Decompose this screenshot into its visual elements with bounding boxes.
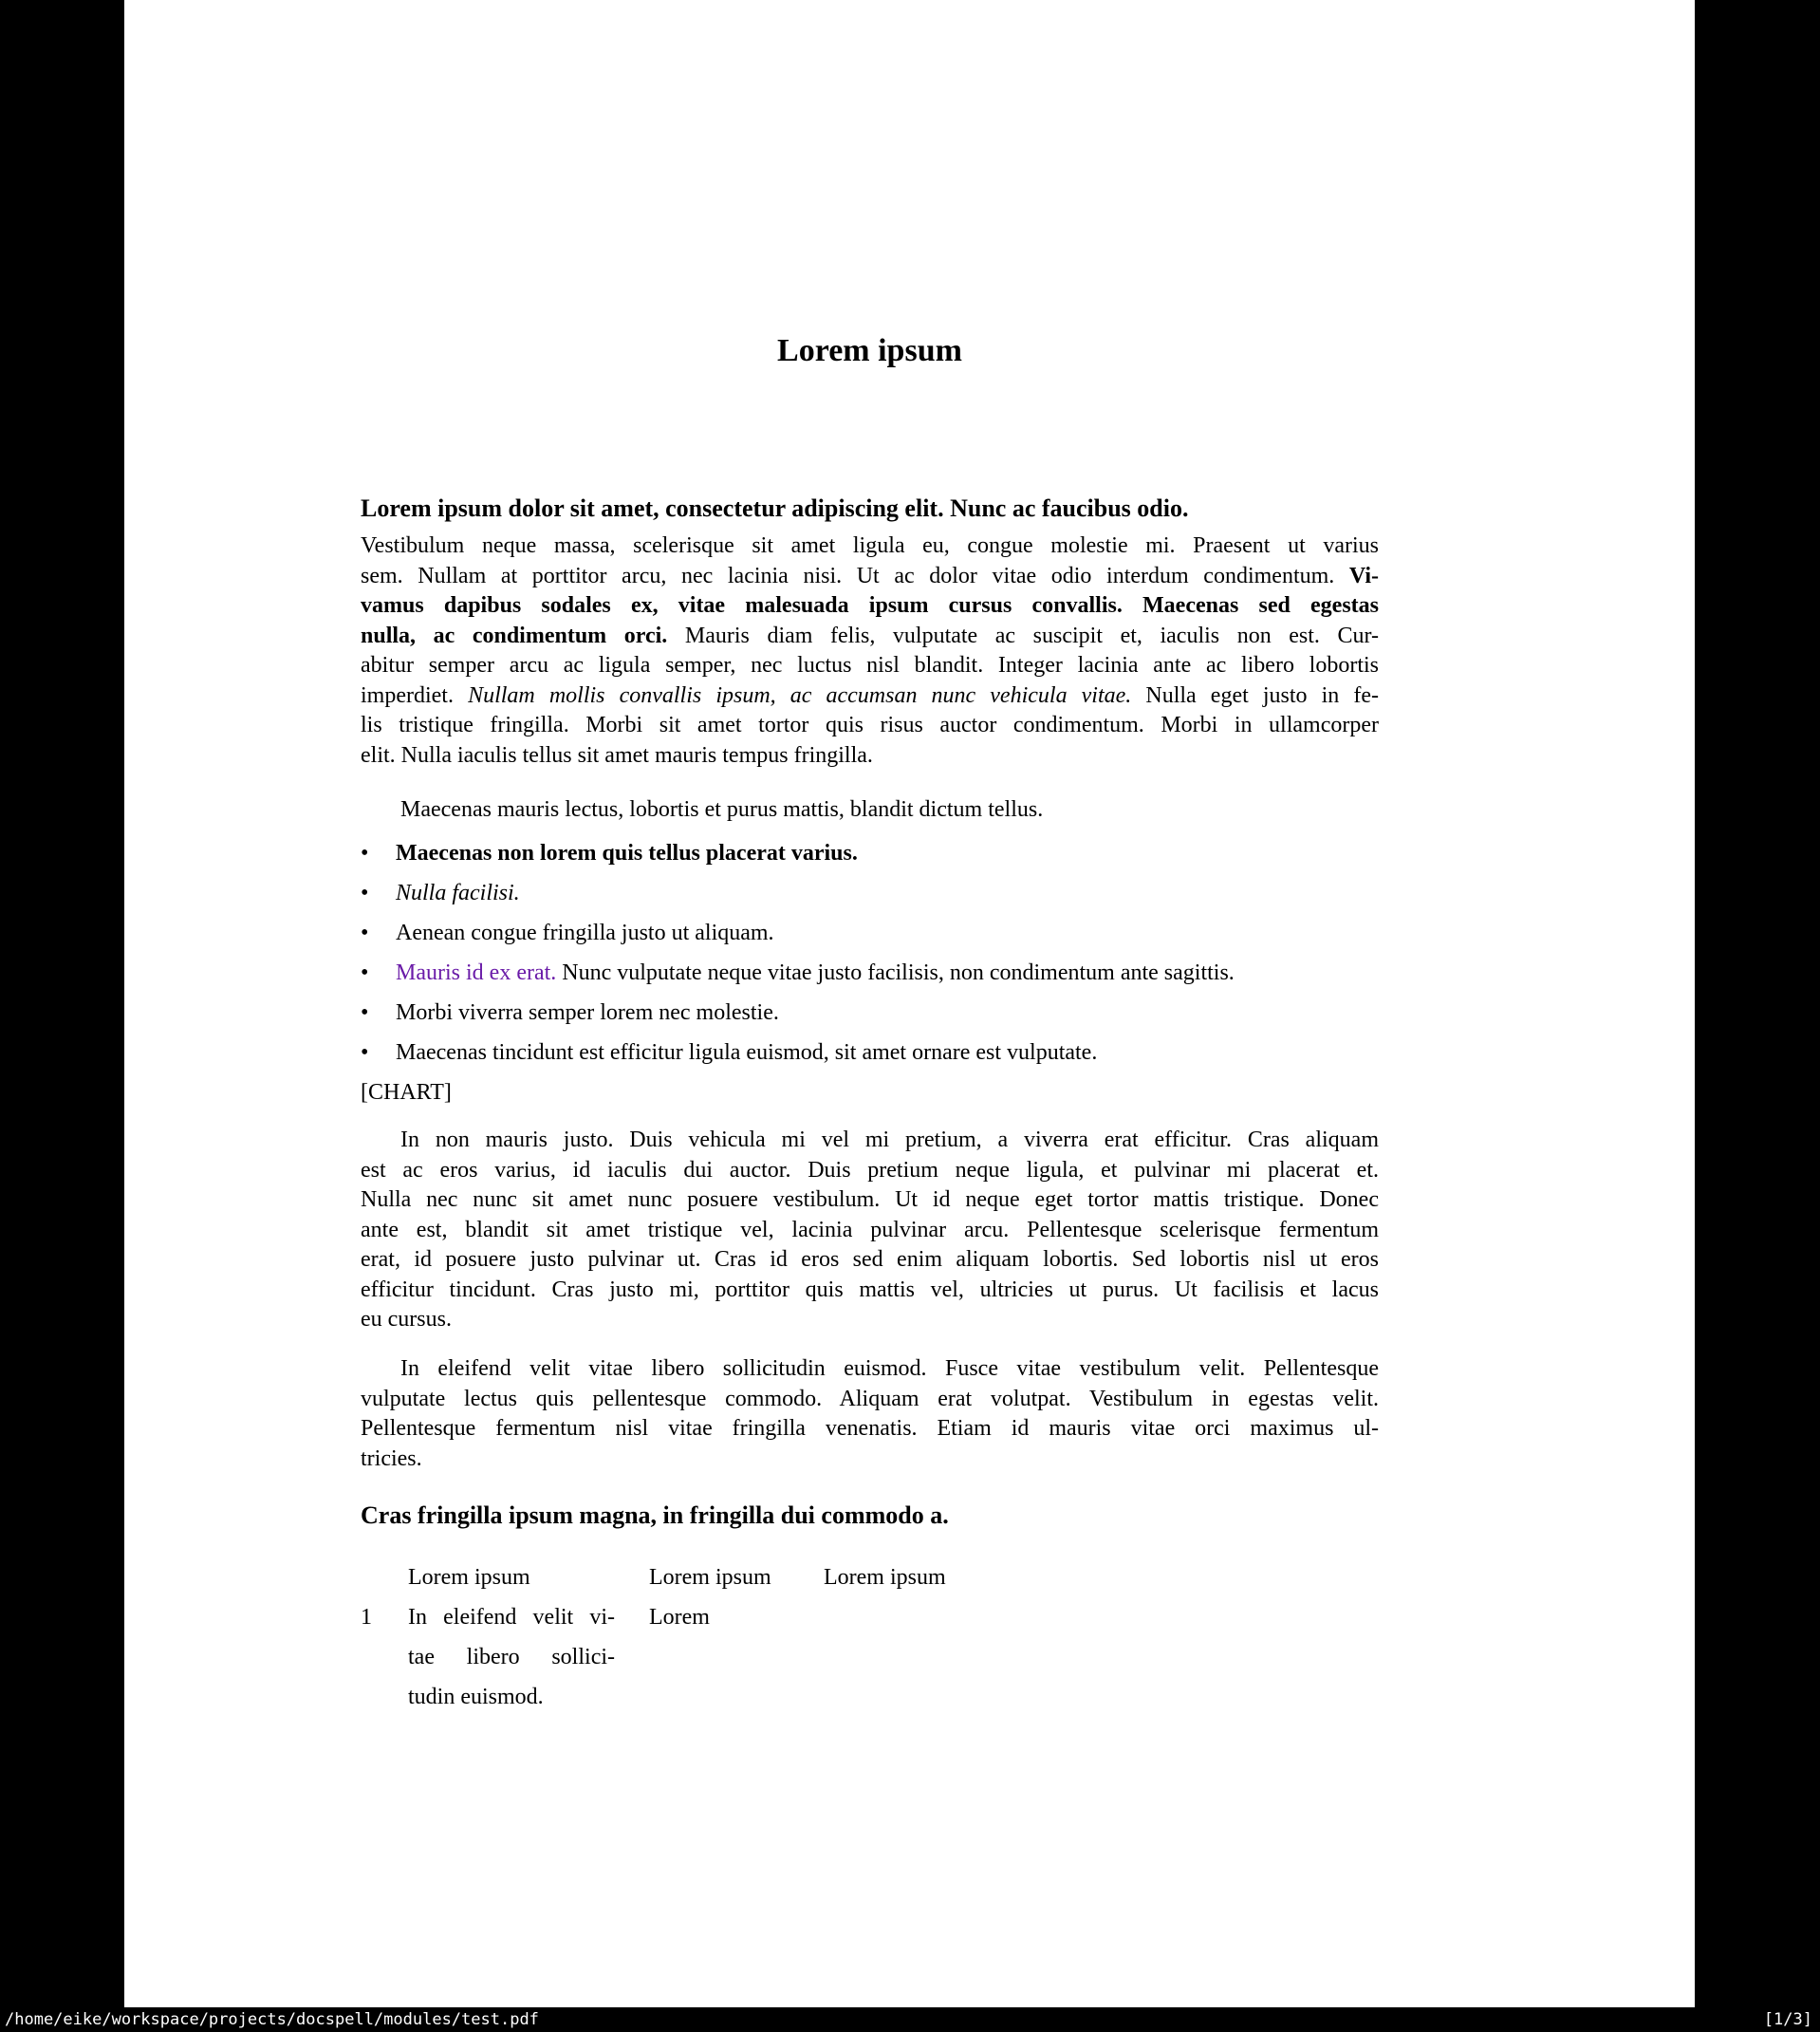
text-segment: erat, id posuere justo pulvinar ut. Cras id eros sed enim aliquam lobortis. Sed lobortis nisl ut eros — [361, 1247, 1379, 1272]
document-title: Lorem ipsum — [777, 333, 962, 368]
text-line — [408, 1677, 615, 1717]
bullet-list-item — [361, 1038, 1379, 1069]
table-row — [361, 1597, 1379, 1717]
text-segment: est ac eros varius, id iaculis dui auctor. Duis pretium neque ligula, et pulvinar mi placerat et. — [361, 1157, 1379, 1183]
text-segment: Nunc vulputate neque vitae justo facilisis, non condimentum ante sagittis. — [556, 960, 1235, 985]
text-line — [361, 1216, 1379, 1246]
text-segment: Nulla nec nunc sit amet nunc posuere vestibulum. Ut id neque eget tortor mattis tristique. Donec — [361, 1187, 1379, 1212]
text-segment: elit. Nulla iaculis tellus sit amet mauris tempus fringilla. — [361, 742, 873, 768]
table-row-number: 1 — [361, 1605, 372, 1630]
paragraph-1 — [361, 531, 1379, 771]
text-segment: In non mauris justo. Duis vehicula mi vel mi pretium, a viverra erat efficitur. Cras aliquam — [400, 1128, 1379, 1152]
bullet-list-item — [361, 959, 1379, 989]
chart-placeholder: [CHART] — [361, 1080, 452, 1105]
text-segment: tricies. — [361, 1445, 422, 1471]
bullet-icon: • — [361, 1040, 369, 1065]
text-line — [361, 1126, 1379, 1156]
text-line — [361, 562, 1379, 592]
text-line — [361, 1445, 1379, 1475]
text-segment: Pellentesque fermentum nisl vitae fringilla venenatis. Etiam id mauris vitae orci maximus ul- — [361, 1416, 1379, 1441]
indented-paragraph — [361, 795, 1379, 826]
text-segment: abitur semper arcu ac ligula semper, nec luctus nisl blandit. Integer lacinia ante ac libero lobortis — [361, 653, 1379, 678]
text-line — [361, 1185, 1379, 1216]
text-segment: In eleifend velit vi- — [408, 1605, 615, 1630]
table-header-col2: Lorem ipsum — [649, 1565, 771, 1590]
text-line — [361, 1156, 1379, 1186]
bullet-list-item — [361, 839, 1379, 869]
table-header-col1: Lorem ipsum — [408, 1565, 530, 1590]
table-cell-col1 — [408, 1597, 615, 1717]
text-segment: Aenean congue fringilla justo ut aliquam. — [396, 921, 774, 945]
text-segment: Maecenas non lorem quis tellus placerat varius. — [396, 841, 858, 866]
text-line — [361, 531, 1379, 562]
bullet-list-item — [361, 879, 1379, 909]
text-segment: Nulla eget justo in fe- — [1131, 682, 1379, 708]
table-header-row — [361, 1557, 1379, 1597]
text-segment: eu cursus. — [361, 1307, 452, 1332]
text-segment: In eleifend velit vitae libero sollicitudin euismod. Fusce vitae vestibulum velit. Pellentesque — [400, 1356, 1379, 1381]
section-heading-1: Lorem ipsum dolor sit amet, consectetur adipiscing elit. Nunc ac faucibus odio. — [361, 494, 1189, 522]
text-segment: tae libero sollici- — [408, 1645, 615, 1669]
paragraph-2 — [361, 1126, 1379, 1335]
bullet-list — [361, 839, 1379, 1078]
bullet-text — [396, 919, 1379, 949]
text-line — [361, 622, 1379, 652]
pdf-hyperlink[interactable]: Mauris id ex erat. — [396, 960, 557, 985]
text-line — [361, 651, 1379, 681]
table-cell-col2: Lorem — [649, 1605, 710, 1630]
text-line — [361, 1414, 1379, 1445]
text-segment: Nullam mollis convallis ipsum, ac accumsan nunc vehicula vitae. — [468, 682, 1132, 708]
bullet-text — [396, 839, 1379, 869]
statusbar-file-path: /home/eike/workspace/projects/docspell/modules/test.pdf — [5, 2010, 539, 2029]
text-segment: Maecenas tincidunt est efficitur ligula euismod, sit amet ornare est vulputate. — [396, 1040, 1098, 1065]
bullet-icon: • — [361, 960, 369, 985]
text-segment: Nulla facilisi. — [396, 881, 520, 905]
text-line — [361, 1354, 1379, 1385]
text-line — [361, 681, 1379, 712]
bullet-icon: • — [361, 921, 369, 945]
bullet-text — [396, 998, 1379, 1029]
text-segment: vulputate lectus quis pellentesque commodo. Aliquam erat volutpat. Vestibulum in egestas velit. — [361, 1386, 1379, 1411]
bullet-icon: • — [361, 841, 369, 866]
text-segment: tudin euismod. — [408, 1685, 544, 1709]
paragraph-3 — [361, 1354, 1379, 1474]
bullet-icon: • — [361, 881, 369, 905]
bullet-text — [396, 1038, 1379, 1069]
statusbar-page-indicator: [1/3] — [1763, 2010, 1812, 2029]
text-line — [361, 741, 1379, 772]
text-segment: sem. Nullam at porttitor arcu, nec lacinia nisi. Ut ac dolor vitae odio interdum condimentum. — [361, 563, 1349, 588]
bullet-text — [396, 959, 1379, 989]
text-line — [361, 1305, 1379, 1335]
text-line — [361, 591, 1379, 622]
bullet-list-item — [361, 998, 1379, 1029]
bullet-icon: • — [361, 1000, 369, 1025]
text-segment: Morbi viverra semper lorem nec molestie. — [396, 1000, 779, 1025]
statusbar — [0, 2007, 1820, 2032]
text-segment: nulla, ac condimentum orci. — [361, 623, 668, 648]
text-line — [408, 1637, 615, 1677]
text-segment: ante est, blandit sit amet tristique vel, lacinia pulvinar arcu. Pellentesque scelerisque fermentum — [361, 1217, 1379, 1242]
text-segment: Vestibulum neque massa, scelerisque sit amet ligula eu, congue molestie mi. Praesent ut varius — [361, 533, 1379, 558]
section-heading-2: Cras fringilla ipsum magna, in fringilla dui commodo a. — [361, 1501, 949, 1529]
text-line — [361, 1385, 1379, 1415]
text-line — [408, 1597, 615, 1637]
text-segment: Mauris diam felis, vulputate ac suscipit et, iaculis non est. Cur- — [667, 623, 1380, 648]
text-segment: Vi- — [1348, 563, 1379, 588]
text-segment: lis tristique fringilla. Morbi sit amet tortor quis risus auctor condimentum. Morbi in ullamcorper — [361, 713, 1379, 737]
text-segment: imperdiet. — [361, 682, 469, 708]
text-segment: vamus dapibus sodales ex, vitae malesuada ipsum cursus convallis. Maecenas sed egestas — [361, 593, 1379, 618]
pdf-page[interactable] — [124, 0, 1695, 2007]
text-line — [361, 1276, 1379, 1306]
table-header-col3: Lorem ipsum — [824, 1565, 946, 1590]
text-line — [361, 1245, 1379, 1276]
text-line — [361, 711, 1379, 741]
lorem-table — [361, 1557, 1379, 1717]
text-line — [361, 795, 1379, 826]
text-segment: efficitur tincidunt. Cras justo mi, porttitor quis mattis vel, ultricies ut purus. Ut facilisis et lacus — [361, 1277, 1379, 1302]
bullet-list-item — [361, 919, 1379, 949]
bullet-text — [396, 879, 1379, 909]
text-segment: Maecenas mauris lectus, lobortis et purus mattis, blandit dictum tellus. — [400, 797, 1044, 822]
